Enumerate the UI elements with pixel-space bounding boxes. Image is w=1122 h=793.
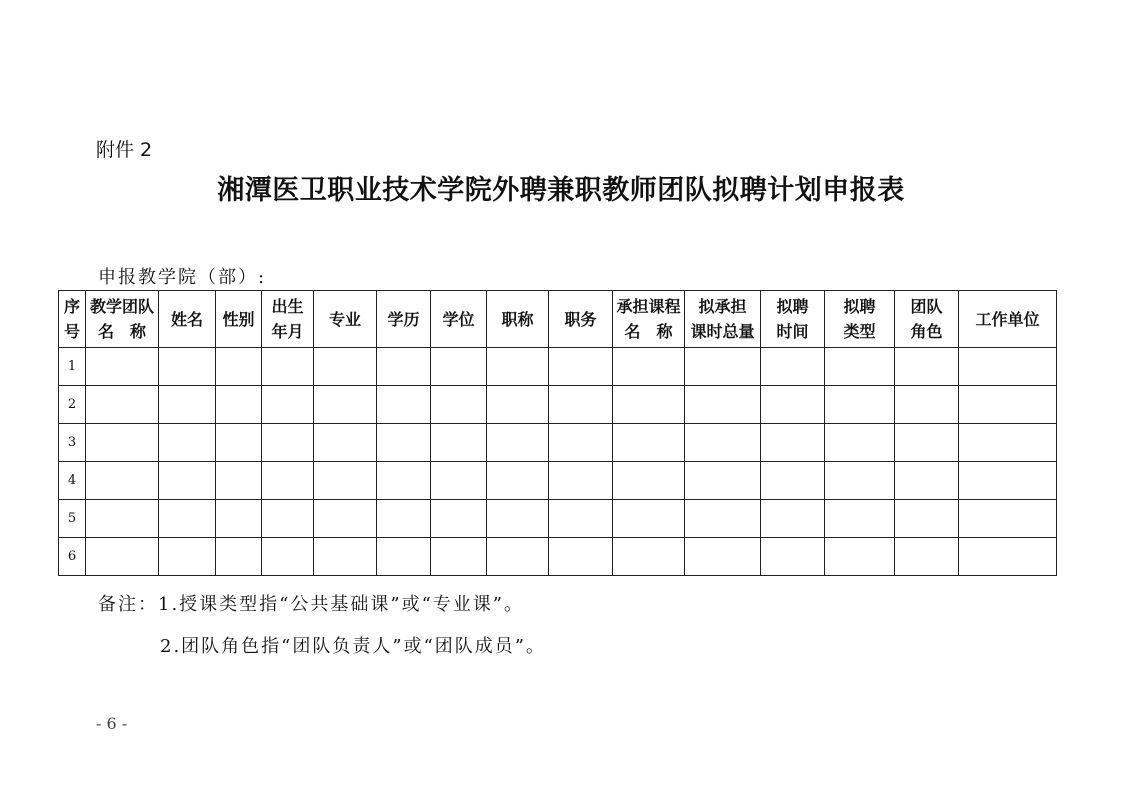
table-cell[interactable] — [761, 348, 825, 386]
table-row — [59, 348, 1057, 386]
table-cell[interactable] — [431, 538, 487, 576]
column-header — [216, 291, 262, 348]
table-cell[interactable] — [314, 424, 377, 462]
table-cell[interactable] — [959, 348, 1057, 386]
table-cell[interactable] — [487, 424, 549, 462]
table-cell[interactable] — [895, 500, 959, 538]
header-text: 类型 — [843, 322, 876, 341]
table-cell[interactable] — [431, 424, 487, 462]
table-cell[interactable] — [825, 538, 895, 576]
table-cell[interactable] — [431, 386, 487, 424]
table-cell[interactable] — [613, 462, 685, 500]
table-cell[interactable] — [86, 348, 159, 386]
table-cell[interactable] — [159, 462, 216, 500]
note-1: 备注：1.授课类型指“公共基础课”或“专业课”。 — [98, 594, 524, 615]
table-row — [59, 424, 1057, 462]
table-cell[interactable] — [549, 462, 613, 500]
column-header — [959, 291, 1057, 348]
header-text: 姓名 — [170, 309, 203, 329]
table-cell[interactable] — [86, 424, 159, 462]
table-cell[interactable] — [377, 538, 431, 576]
table-cell[interactable] — [761, 462, 825, 500]
table-header — [59, 291, 1057, 348]
application-table — [58, 290, 1057, 576]
header-text: 名 称 — [624, 322, 673, 341]
table-cell[interactable] — [86, 500, 159, 538]
row-number: 6 — [59, 538, 86, 576]
table-cell[interactable] — [685, 424, 761, 462]
table-cell[interactable] — [314, 386, 377, 424]
table-cell[interactable] — [825, 424, 895, 462]
table-cell[interactable] — [685, 500, 761, 538]
row-number: 2 — [59, 386, 86, 424]
table-cell[interactable] — [549, 500, 613, 538]
table-cell[interactable] — [549, 424, 613, 462]
table-cell[interactable] — [431, 500, 487, 538]
column-header — [159, 291, 216, 348]
row-number: 5 — [59, 500, 86, 538]
table-cell[interactable] — [959, 386, 1057, 424]
table-cell[interactable] — [431, 462, 487, 500]
column-header — [431, 291, 487, 348]
table-cell[interactable] — [216, 462, 262, 500]
table-cell[interactable] — [895, 462, 959, 500]
table-cell[interactable] — [685, 386, 761, 424]
header-text: 拟聘 — [843, 297, 876, 316]
table-cell[interactable] — [895, 348, 959, 386]
table-cell[interactable] — [549, 348, 613, 386]
column-header — [314, 291, 377, 348]
row-number: 4 — [59, 462, 86, 500]
table-cell[interactable] — [895, 386, 959, 424]
table-row — [59, 500, 1057, 538]
table-cell[interactable] — [262, 538, 314, 576]
table-cell[interactable] — [216, 500, 262, 538]
column-header — [895, 291, 959, 348]
table-cell[interactable] — [159, 500, 216, 538]
table-cell[interactable] — [895, 424, 959, 462]
table-cell[interactable] — [262, 386, 314, 424]
table-cell[interactable] — [262, 424, 314, 462]
header-text: 序 — [63, 297, 80, 316]
table-cell[interactable] — [487, 348, 549, 386]
table-cell[interactable] — [314, 462, 377, 500]
table-cell[interactable] — [216, 348, 262, 386]
table-cell[interactable] — [377, 386, 431, 424]
table-cell[interactable] — [314, 500, 377, 538]
table-cell[interactable] — [262, 348, 314, 386]
note-2: 2.团队角色指“团队负责人”或“团队成员”。 — [160, 636, 546, 657]
table-cell[interactable] — [959, 462, 1057, 500]
header-text: 出生 — [271, 297, 304, 316]
table-cell[interactable] — [377, 500, 431, 538]
table-cell[interactable] — [549, 386, 613, 424]
header-row — [59, 291, 1057, 348]
column-header — [825, 291, 895, 348]
table-cell[interactable] — [761, 386, 825, 424]
table-row — [59, 538, 1057, 576]
column-header — [761, 291, 825, 348]
department-label: 申报教学院（部）: — [98, 267, 267, 288]
table-cell[interactable] — [314, 348, 377, 386]
header-text: 名 称 — [97, 322, 146, 341]
column-header — [377, 291, 431, 348]
table-cell[interactable] — [377, 462, 431, 500]
table-cell[interactable] — [549, 538, 613, 576]
table-cell[interactable] — [314, 538, 377, 576]
table-cell[interactable] — [86, 462, 159, 500]
table-cell[interactable] — [895, 538, 959, 576]
page-number: - 6 - — [96, 714, 128, 733]
table-cell[interactable] — [487, 500, 549, 538]
column-header — [685, 291, 761, 348]
header-text: 角色 — [910, 322, 943, 341]
table-cell[interactable] — [761, 500, 825, 538]
table-cell[interactable] — [959, 500, 1057, 538]
header-text: 性别 — [222, 309, 255, 329]
table-cell[interactable] — [761, 538, 825, 576]
column-header — [549, 291, 613, 348]
table-cell[interactable] — [262, 462, 314, 500]
table-cell[interactable] — [685, 348, 761, 386]
column-header — [487, 291, 549, 348]
table-cell[interactable] — [159, 424, 216, 462]
table-cell[interactable] — [262, 500, 314, 538]
header-text: 专业 — [328, 309, 361, 329]
table-cell[interactable] — [86, 538, 159, 576]
table-cell[interactable] — [685, 462, 761, 500]
row-number: 3 — [59, 424, 86, 462]
header-text: 年月 — [271, 322, 304, 341]
header-text: 承担课程 — [616, 297, 681, 316]
header-text: 学历 — [387, 309, 420, 329]
table-cell[interactable] — [959, 424, 1057, 462]
table-cell[interactable] — [216, 538, 262, 576]
column-header — [262, 291, 314, 348]
document-title: 湘潭医卫职业技术学院外聘兼职教师团队拟聘计划申报表 — [217, 175, 905, 206]
table-cell[interactable] — [613, 424, 685, 462]
table-cell[interactable] — [613, 386, 685, 424]
table-row — [59, 462, 1057, 500]
table-cell[interactable] — [431, 348, 487, 386]
header-text: 课时总量 — [690, 322, 755, 341]
table-cell[interactable] — [216, 386, 262, 424]
table-row — [59, 386, 1057, 424]
table-cell[interactable] — [685, 538, 761, 576]
header-text: 团队 — [910, 297, 943, 316]
header-text: 职务 — [564, 309, 597, 329]
table-cell[interactable] — [613, 500, 685, 538]
column-header — [59, 291, 86, 348]
table-cell[interactable] — [825, 386, 895, 424]
header-text: 拟承担 — [698, 297, 747, 316]
header-text: 时间 — [776, 322, 809, 341]
table-body — [59, 348, 1057, 576]
header-text: 教学团队 — [89, 297, 154, 316]
header-text: 工作单位 — [975, 309, 1040, 329]
table-cell[interactable] — [825, 500, 895, 538]
table-cell[interactable] — [825, 462, 895, 500]
column-header — [613, 291, 685, 348]
header-text: 号 — [63, 322, 80, 341]
table-cell[interactable] — [825, 348, 895, 386]
table-cell[interactable] — [159, 348, 216, 386]
table-cell[interactable] — [487, 538, 549, 576]
table-cell[interactable] — [159, 538, 216, 576]
header-text: 拟聘 — [776, 297, 809, 316]
column-header — [86, 291, 159, 348]
table-cell[interactable] — [377, 348, 431, 386]
header-text: 学位 — [442, 309, 475, 329]
header-text: 职称 — [501, 309, 534, 329]
table-cell[interactable] — [613, 538, 685, 576]
table-cell[interactable] — [487, 462, 549, 500]
attachment-label: 附件 2 — [96, 139, 153, 161]
table-cell[interactable] — [377, 424, 431, 462]
table-cell[interactable] — [959, 538, 1057, 576]
table-cell[interactable] — [159, 386, 216, 424]
table-cell[interactable] — [761, 424, 825, 462]
table-cell[interactable] — [86, 386, 159, 424]
table-cell[interactable] — [216, 424, 262, 462]
table-cell[interactable] — [613, 348, 685, 386]
row-number: 1 — [59, 348, 86, 386]
table-cell[interactable] — [487, 386, 549, 424]
